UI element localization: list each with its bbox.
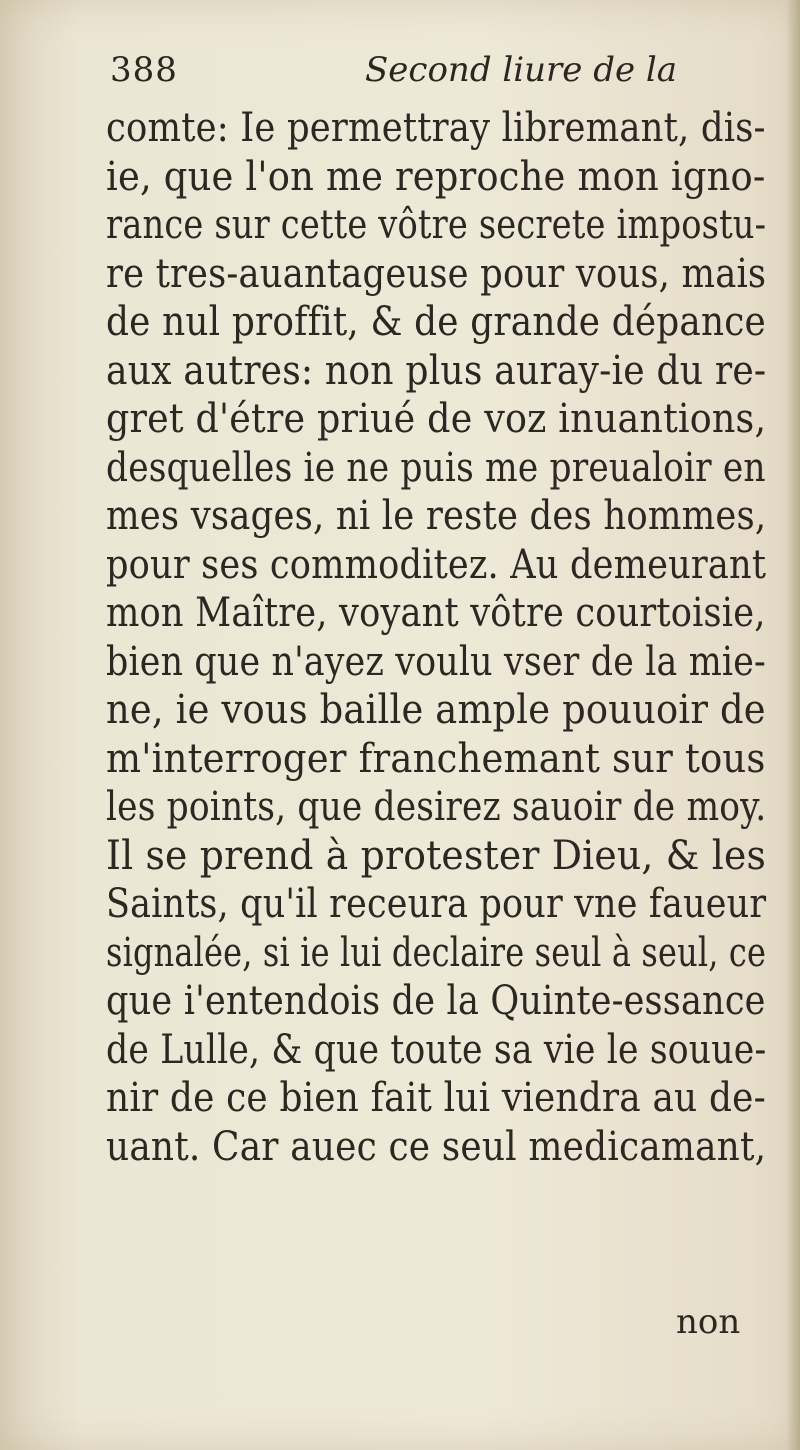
catchword: non <box>676 1302 741 1342</box>
text-line: de Lulle, & que toute sa vie le souue- <box>106 1026 767 1073</box>
text-line: bien que n'ayez voulu vser de la mie- <box>106 638 766 685</box>
text-line: Il se prend à protester Dieu, & les <box>106 832 767 879</box>
text-line: m'interroger franchemant sur tous <box>106 735 766 782</box>
text-line: ie, que l'on me reproche mon igno- <box>106 153 766 200</box>
text-line: comte: Ie permettray libremant, dis- <box>106 105 766 151</box>
body-text <box>106 104 766 1171</box>
page-edge-shadow <box>786 0 800 1450</box>
text-line: pour ses commoditez. Au demeurant <box>106 541 767 588</box>
page-header <box>110 50 710 104</box>
text-line: aux autres: non plus auray-ie du re- <box>106 347 767 394</box>
text-line: re tres-auantageuse pour vous, mais <box>106 250 767 297</box>
text-line: que i'entendois de la Quinte-essance <box>106 978 766 1024</box>
text-line: gret d'étre priué de voz inuantions, <box>106 396 767 442</box>
text-line: nir de ce bien fait lui viendra au de- <box>106 1075 766 1121</box>
text-line: les points, que desirez sauoir de moy. <box>106 784 767 830</box>
text-line: de nul proffit, & de grande dépance <box>106 299 766 345</box>
text-line: uant. Car auec ce seul medicamant, <box>106 1123 767 1170</box>
text-line: mon Maître, voyant vôtre courtoisie, <box>106 590 766 636</box>
text-line: rance sur cette vôtre secrete impostu- <box>106 202 767 248</box>
text-line: ne, ie vous baille ample pouuoir de <box>106 687 766 733</box>
page-number: 388 <box>110 50 178 90</box>
running-head: Second liure de la <box>365 50 678 90</box>
text-line: desquelles ie ne puis me preualoir en <box>106 444 766 491</box>
text-line: signalée, si ie lui declaire seul à seul, ce <box>106 929 767 976</box>
text-line: mes vsages, ni le reste des hommes, <box>106 493 767 539</box>
text-line: Saints, qu'il receura pour vne faueur <box>106 881 767 927</box>
